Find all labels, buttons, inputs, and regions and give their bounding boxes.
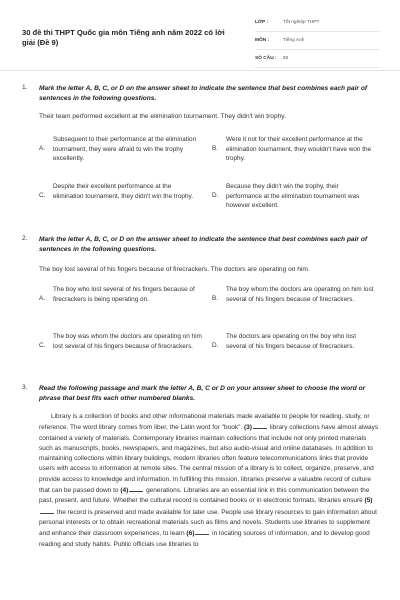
reading-passage [39, 412, 379, 550]
meta-label: LỚP : [255, 20, 269, 25]
question-stem: The boy lost several of his fingers because of firecrackers. The doctors are operating on him. [39, 266, 310, 273]
answer-blank [253, 422, 267, 429]
passage-text: library collections have almost always contained a variety of materials. Contemporary libraries maintain collections that include not only printed materials such as manuscripts, books, newspapers, and magazines, but also audio-visual and online databases. In addition to maintaining collections within library buildings, modern libraries often feature telecommunications links that provide users with access to information at remote sites. The central mission of a library is to collect, organize, preserve, and provide access to knowledge and information. In fulfilling this mission, libraries preserve a valuable record of culture that can be passed down to [39, 424, 379, 495]
option-letter: C. [39, 342, 46, 349]
question-instruction: Read the following passage and mark the letter A, B, C or D on your answer sheet to choose the word or phrase that best fits each other numbered blanks. [39, 385, 366, 402]
option-text: The boy who lost several of his fingers because of firecrackers is being operating on. [53, 286, 195, 303]
answer-blank [195, 528, 209, 535]
option-text: Despite their excellent performance at the elimination tournament, they didn't win the trophy. [53, 183, 193, 200]
option-letter: B. [212, 145, 219, 152]
meta-value: Tiếng Anh [283, 38, 305, 43]
passage-text: in locating sources of information, and to develop good reading and study habits. Public officials use libraries to [39, 530, 370, 548]
meta-label: SỐ CÂU : [255, 56, 277, 61]
document-title: 30 đề thi THPT Quốc gia môn Tiếng anh năm 2022 có lời giải (Đề 9) [22, 28, 225, 47]
blank-number: (5) [364, 497, 373, 505]
option-text: Were it not for their excellent performance at the elimination tournament, they wouldn't have won the trophy. [226, 136, 372, 162]
option-text: Because they didn't win the trophy, their performance at the elimination tournament was however excellent. [226, 183, 360, 209]
meta-value: 50 [283, 56, 289, 61]
option-text: The boy whom the doctors are operating on him lost several of his fingers because of firecrackers. [226, 286, 374, 303]
answer-blank [40, 507, 54, 514]
question-instruction: Mark the letter A, B, C, or D on the answer sheet to indicate the sentence that best combines each pair of sentences in the following questions. [39, 85, 368, 102]
question-number: 2. [22, 235, 28, 242]
question-instruction: Mark the letter A, B, C, or D on the answer sheet to indicate the sentence that best combines each pair of sentences in the following questions. [39, 236, 368, 253]
meta-value: Tốt nghiệp THPT [283, 20, 320, 25]
question-number: 3. [22, 384, 28, 391]
blank-number: (6) [186, 530, 195, 538]
passage-text: the record is preserved and made available for later use. People use library resources to gain information about personal interests or to obtain recreational materials such as films and novels. Students use libraries to supplement and enhance their classroom experiences, to learn [39, 508, 377, 538]
option-letter: A. [39, 145, 46, 152]
question-stem: Their team performed excellent at the elimination tournament. They didn't win trophy. [39, 113, 286, 120]
blank-number: (4) [120, 487, 129, 495]
meta-row-class [255, 14, 380, 32]
meta-row-count [255, 50, 380, 68]
option-text: The doctors are operating on the boy who lost several of his fingers because of firecrackers. [226, 333, 357, 350]
option-letter: C. [39, 192, 46, 199]
meta-row-subject [255, 32, 380, 50]
option-text: The boy was whom the doctors are operating on him lost several of his fingers because of firecrackers. [53, 333, 202, 350]
option-letter: A. [39, 295, 46, 302]
option-letter: B. [212, 295, 219, 302]
option-text: Subsequent to their performance at the elimination tournament, they were afraid to win the trophy excellently. [53, 136, 197, 162]
passage-text: generations. Libraries are an essential link in this communication between the past, present, and future. Whether the cultural record is contained books or in electronic formats, libraries ensure [39, 487, 370, 505]
option-letter: D. [212, 342, 219, 349]
answer-blank [129, 485, 143, 492]
passage-text: Library is a collection of books and other informational materials made available to people for reading, study, or reference. The word library comes from liber, the Latin word for "book". [39, 413, 370, 432]
option-letter: D. [212, 192, 219, 199]
document-header [0, 0, 400, 71]
meta-table [255, 14, 380, 68]
blank-number: (3) [244, 424, 252, 432]
meta-label: MÔN : [255, 38, 270, 43]
question-number: 1. [22, 84, 28, 91]
